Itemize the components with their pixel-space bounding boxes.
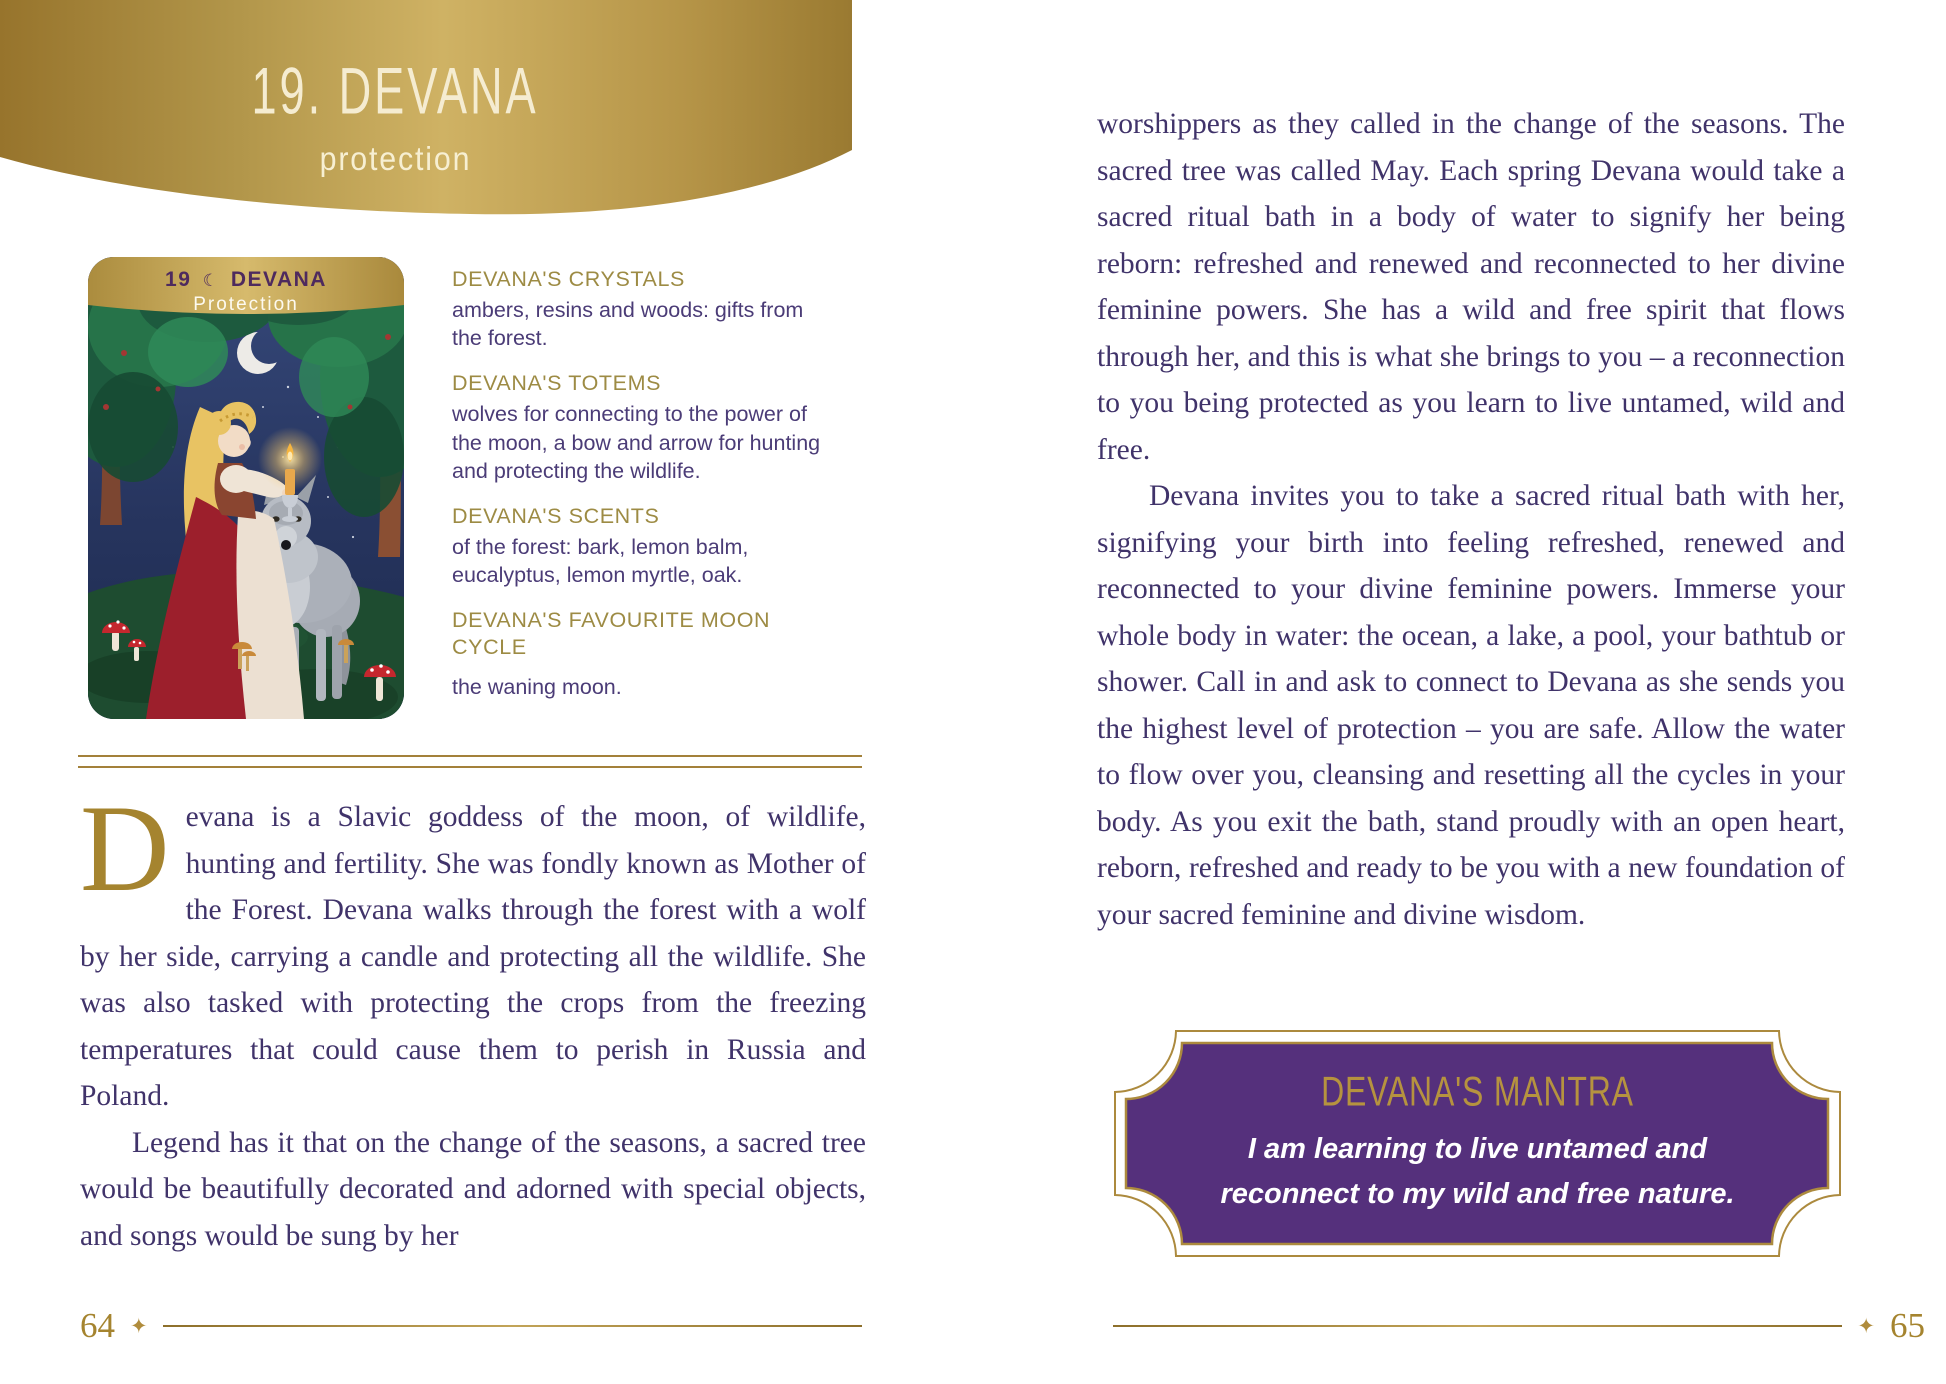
mantra-content bbox=[1150, 1026, 1805, 1261]
oracle-card bbox=[88, 257, 404, 719]
mantra-heading: DEVANA'S MANTRA bbox=[1321, 1068, 1634, 1116]
mantra-plaque bbox=[1110, 1026, 1845, 1261]
mantra-line-1: I am learning to live untamed and bbox=[1247, 1133, 1708, 1166]
attr-body-crystals: ambers, resins and woods: gifts from the forest. bbox=[452, 297, 804, 351]
page-right bbox=[973, 0, 1946, 1384]
paragraph: worshippers as they called in the change of the seasons. The sacred tree was called May. Each spring Devana would take a sacred ritual bath in a body of water to signify her being reborn: refreshed and renewed and reconnected to her divine feminine powers. She has a wild and free spirit that flows through her, and this is what she brings to you – a reconnection to you being protected as you learn to live untamed, wild and free. bbox=[1097, 108, 1845, 466]
card-name: DEVANA bbox=[230, 268, 327, 291]
attr-body-totems: wolves for connecting to the power of the moon, a bow and arrow for hunting and protecting the wildlife. bbox=[452, 401, 821, 484]
chapter-header bbox=[0, 56, 790, 178]
right-footer bbox=[1113, 1306, 1925, 1346]
card-number: 19 bbox=[165, 268, 192, 291]
sparkle-icon: ✦ bbox=[1857, 1314, 1875, 1338]
drop-cap: D bbox=[80, 780, 170, 917]
card-title-text bbox=[88, 257, 404, 316]
attr-heading-moon-cycle: DEVANA'S FAVOURITE MOON CYCLE bbox=[452, 607, 771, 659]
page-number: 64 bbox=[80, 1306, 115, 1345]
double-rule-divider bbox=[78, 755, 862, 768]
card-subtitle: Protection bbox=[193, 294, 299, 315]
mantra-line-2: reconnect to my wild and free nature. bbox=[1220, 1178, 1735, 1210]
attr-heading-totems: DEVANA'S TOTEMS bbox=[452, 371, 662, 396]
sparkle-icon: ✦ bbox=[130, 1314, 148, 1338]
left-body-copy bbox=[80, 780, 866, 1259]
paragraph: Devana invites you to take a sacred ritual bath with her, signifying your birth into feeling refreshed, renewed and reconnected to your divine feminine powers. Immerse your whole body in water: the ocean, a lake, a pool, your bathtub or shower. Call in and ask to connect to Devana as she sends you the highest level of protection – you are safe. Allow the water to flow over you, cleansing and resetting all the cycles in your body. As you exit the bath, stand proudly with an open heart, reborn, refreshed and ready to be you with a new foundation of your sacred feminine and divine wisdom. bbox=[1097, 480, 1845, 931]
crescent-moon-icon: ☾ bbox=[202, 271, 220, 290]
footer-rule bbox=[1113, 1325, 1842, 1328]
crescent-moon bbox=[237, 332, 279, 374]
attr-body-moon-cycle: the waning moon. bbox=[452, 674, 622, 699]
page-number: 65 bbox=[1890, 1306, 1925, 1345]
footer-rule bbox=[163, 1325, 862, 1328]
left-footer bbox=[80, 1306, 862, 1346]
chapter-subtitle: protection bbox=[319, 140, 471, 177]
paragraph: Legend has it that on the change of the seasons, a sacred tree would be beautifully decorated and adorned with special objects, and songs would be sung by her bbox=[80, 1126, 866, 1252]
attr-body-scents: of the forest: bark, lemon balm, eucalyptus, lemon myrtle, oak. bbox=[452, 534, 749, 588]
right-body-copy bbox=[1097, 101, 1845, 938]
attr-heading-crystals: DEVANA'S CRYSTALS bbox=[452, 267, 685, 291]
paragraph bbox=[80, 780, 866, 1120]
attr-heading-scents: DEVANA'S SCENTS bbox=[452, 503, 660, 528]
paragraph-text: evana is a Slavic goddess of the moon, of wildlife, hunting and fertility. She was fondly known as Mother of the Forest. Devana walks through the forest with a wolf by her side, carrying a candle and protecting all the wildlife. She was also tasked with protecting the crops from the freezing temperatures that could cause them to perish in Russia and Poland. bbox=[80, 801, 866, 1112]
card-illustration bbox=[88, 257, 404, 719]
chapter-title: 19. DEVANA bbox=[251, 54, 539, 128]
card-attributes bbox=[452, 266, 824, 718]
